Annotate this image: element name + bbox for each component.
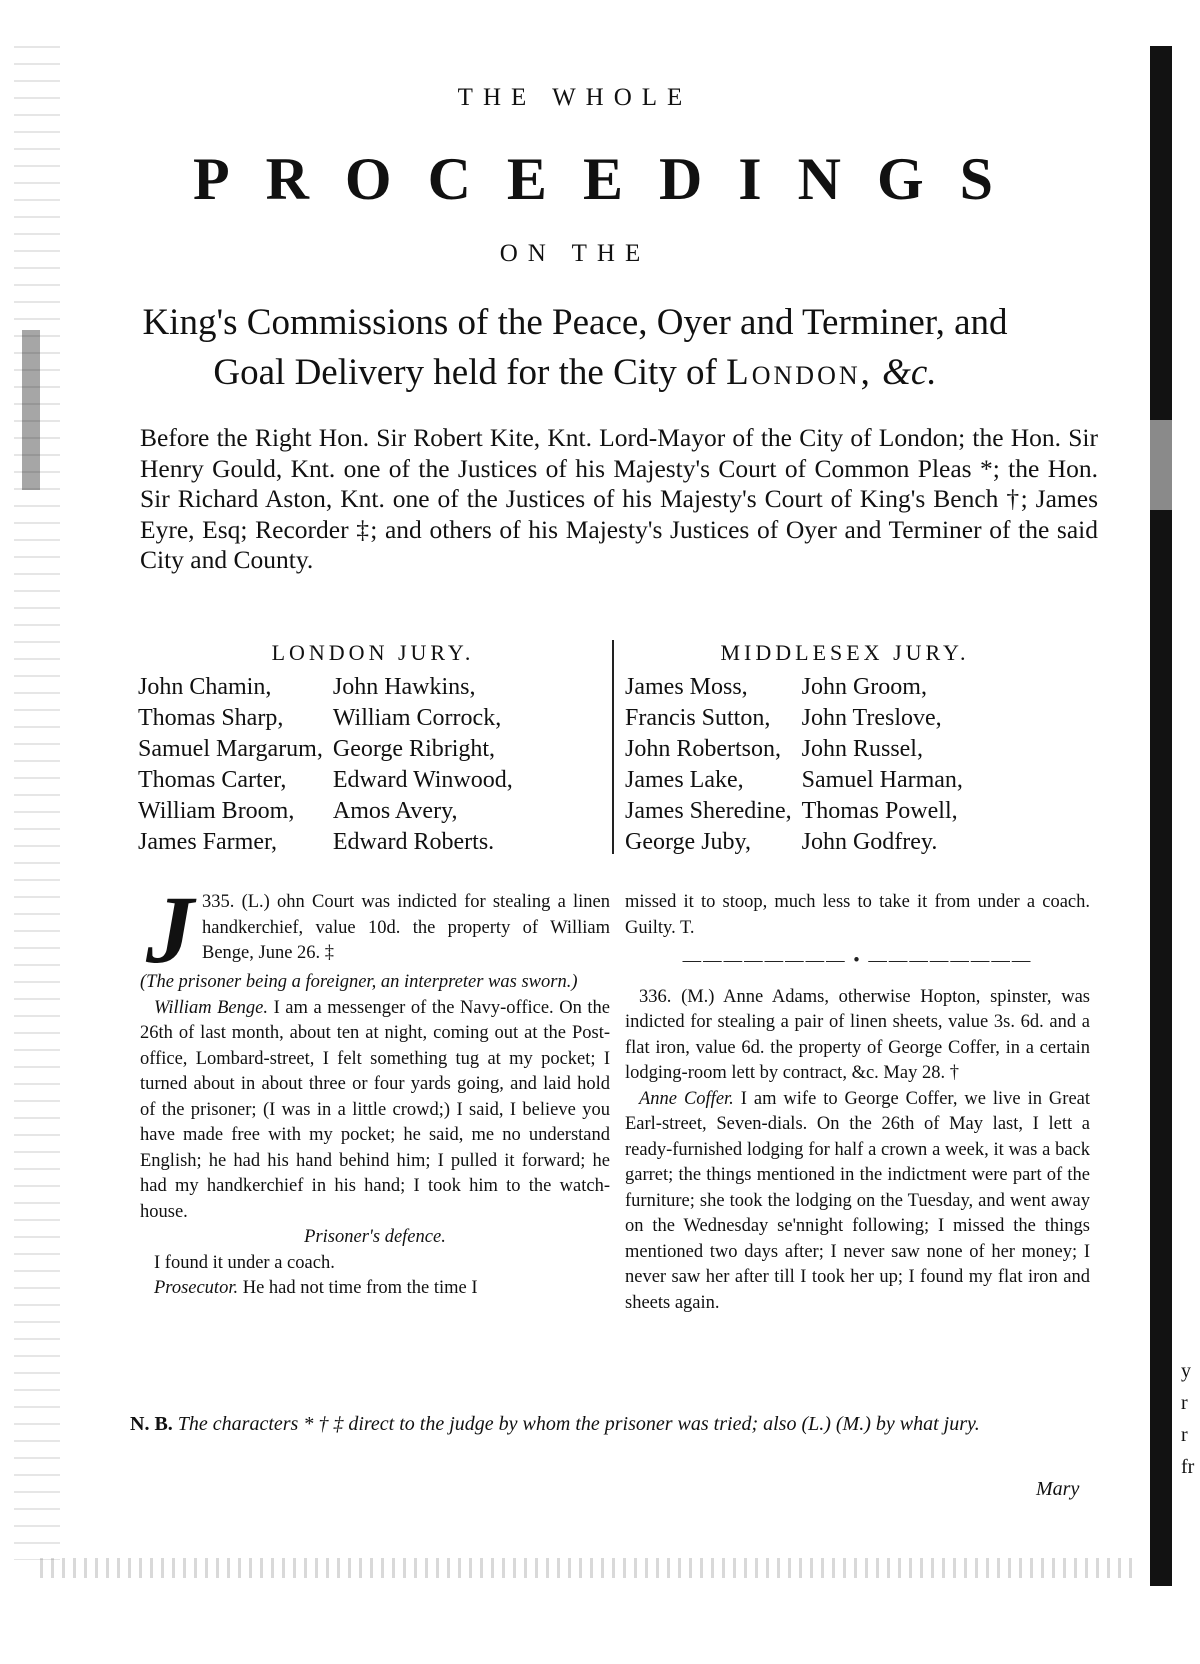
title-line-1: THE WHOLE xyxy=(457,84,693,111)
city-name: London, xyxy=(726,352,873,393)
drop-cap: J xyxy=(146,876,194,983)
title-line-3: ON THE xyxy=(499,240,651,267)
case-335-intro: 335. (L.) J ohn Court was indicted for stealing a linen handkerchief, value 10d. the property of William Benge, June 26. ‡ xyxy=(146,876,610,983)
title-proceedings: PROCEEDINGS xyxy=(192,146,1030,212)
case-335-continued: missed it to stoop, much less to take it from under a coach. Guilty. T. xyxy=(625,892,1090,938)
case-335-note: (The prisoner being a foreigner, an interpreter was sworn.) xyxy=(140,972,578,992)
title-commissions xyxy=(0,298,1150,398)
defence-text: I found it under a coach. xyxy=(154,1252,335,1273)
facing-page-letters: y r r fr xyxy=(1181,1360,1195,1478)
title-commissions-line-2: Goal Delivery held for the City of London, &c. xyxy=(213,352,937,393)
case-335-number: 335. (L.) xyxy=(202,892,270,912)
middlesex-jury-heading: MIDDLESEX JURY. xyxy=(720,640,970,665)
catchword: Mary xyxy=(1036,1478,1080,1500)
middlesex-jury-table: James Moss, John Groom, Francis Sutton, John Treslove, John Robertson, John Russel, James Lake, Samuel Harman, James Sheredine, Thomas Powell, George Juby, John Godfrey. xyxy=(625,674,963,855)
title-commissions-line-1: King's Commissions of the Peace, Oyer and Terminer, and xyxy=(142,302,1008,343)
case-separator-rule: ———————— • ———————— xyxy=(682,951,1033,971)
london-jury xyxy=(138,640,608,858)
london-jury-heading: LONDON JURY. xyxy=(271,640,475,665)
case-335-testimony: William Benge. I am a messenger of the Navy-office. On the 26th of last month, about ten at night, coming out at the Post-office, Lombard-street, I felt something tug at my pocket; I turned about in about three or four yards going, and laid hold of the prisoner; (I was in a little crowd;) I said, I believe you have made free with my pocket; he said, me no understand English; he had his hand behind him; I pulled it forward; he had my handkerchief in his hand; I took him to the watch-house. xyxy=(140,997,611,1222)
jury-divider xyxy=(612,640,614,854)
witness-name: Anne Coffer. xyxy=(639,1088,734,1109)
right-column xyxy=(625,890,1090,1316)
facing-page-edge-highlight xyxy=(1150,420,1172,510)
left-column xyxy=(140,876,611,1302)
prosecutor-text: Prosecutor. He had not time from the time I xyxy=(154,1278,478,1298)
defence-heading: Prisoner's defence. xyxy=(304,1227,446,1247)
case-336-intro: 336. (M.) Anne Adams, otherwise Hopton, spinster, was indicted for stealing a pair of linen sheets, value 3s. 6d. and a flat iron, value 6d. the property of George Coffer, in a certain lodging-room lett by contract, &c. May 28. † xyxy=(625,986,1091,1083)
before-paragraph: Before the Right Hon. Sir Robert Kite, Knt. Lord-Mayor of the City of London; the Hon. Sir Henry Gould, Knt. one of the Justices of his Majesty's Court of Common Pleas *; the Hon. Sir Richard Aston, Knt. one of the Justices of his Majesty's Court of King's Bench †; James Eyre, Esq; Recorder ‡; and others of his Majesty's Justices of Oyer and Terminer of the said City and County. xyxy=(140,423,1098,574)
footnote-nb: N. B. The characters * † ‡ direct to the judge by whom the prisoner was tried; also (L.) (M.) by what jury. xyxy=(130,1413,980,1435)
middlesex-jury xyxy=(625,640,1065,858)
case-336-testimony: Anne Coffer. I am wife to George Coffer, we live in Great Earl-street, Seven-dials. On the 26th of May last, I lett a ready-furnished lodging for half a crown a week, it was a back garret; the things mentioned in the indictment were part of the furniture; she took the lodging on the Tuesday, and went away on the Wednesday se'nnight following; I missed the things mentioned two days after; I never saw none of her money; I never saw her after till I took her up; I found my flat iron and sheets again. xyxy=(625,1088,1091,1313)
case-336-number: 336. (M.) xyxy=(639,986,715,1007)
facing-page-edge xyxy=(1150,46,1172,1586)
london-jury-table: John Chamin, John Hawkins, Thomas Sharp, William Corrock, Samuel Margarum, George Ribright, Thomas Carter, Edward Winwood, William Broom, Amos Avery, James Farmer, Edward Roberts. xyxy=(138,674,513,855)
binding-edge-left xyxy=(14,40,60,1560)
witness-name: William Benge. xyxy=(154,997,268,1018)
bottom-bleedthrough xyxy=(40,1558,1140,1578)
